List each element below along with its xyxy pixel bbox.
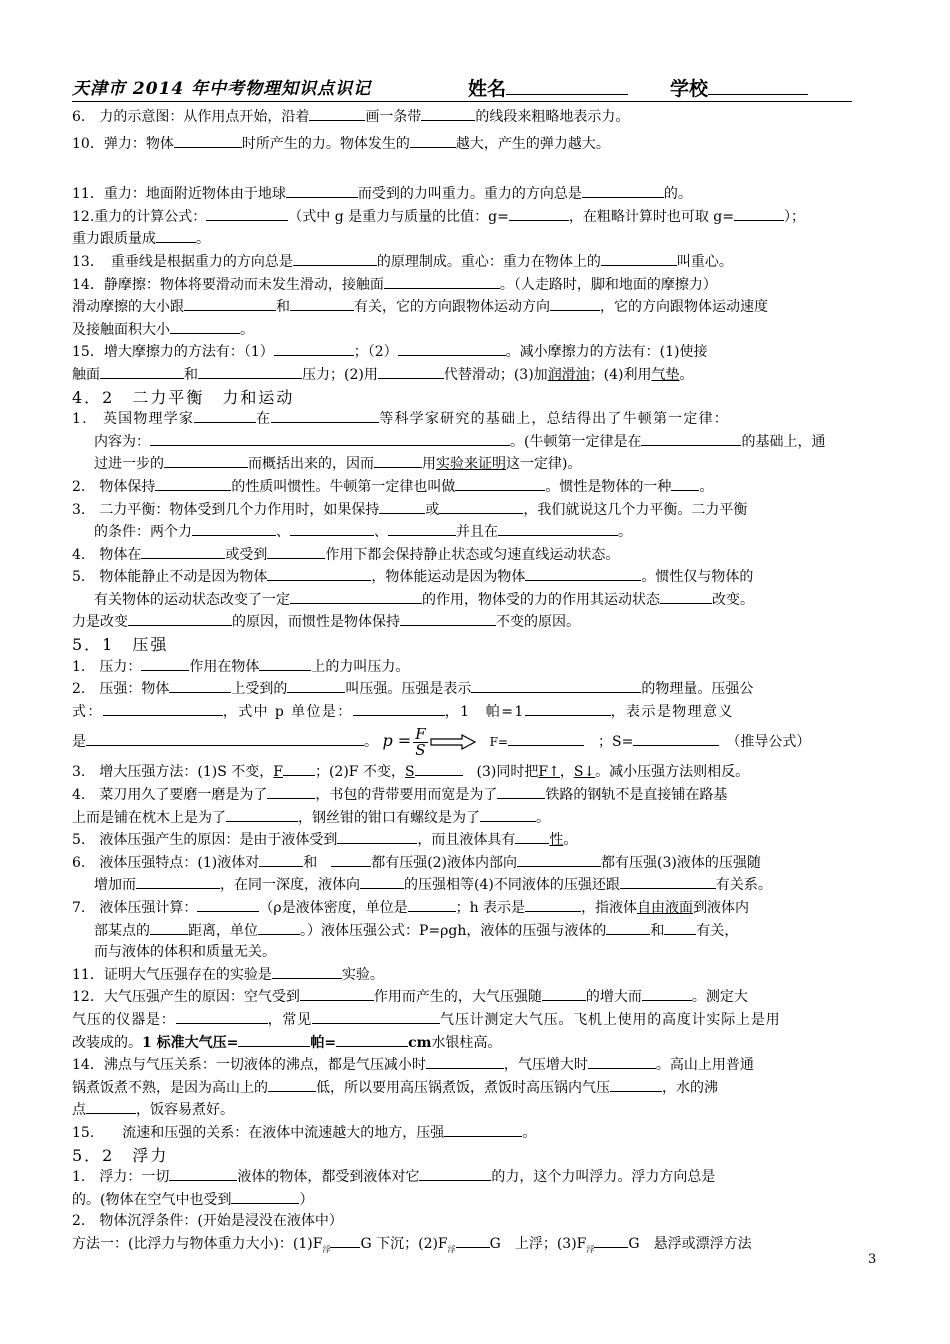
blank[interactable] <box>353 701 445 716</box>
line: 14．静摩擦：物体将要滑动而未发生滑动，接触面 。（人走路时，脚和地面的摩擦力） <box>72 274 880 297</box>
header-rule <box>72 101 852 102</box>
blank[interactable] <box>498 521 618 536</box>
school-label: 学校 <box>670 74 808 101</box>
blank[interactable] <box>509 206 569 221</box>
blank[interactable] <box>508 731 584 746</box>
blank[interactable] <box>400 611 496 626</box>
blank[interactable] <box>169 678 231 693</box>
blank[interactable] <box>103 701 223 716</box>
line: 1. 英国物理学家 在 等科学家研究的基础上，总结得出了牛顿第一定律： <box>72 408 880 431</box>
blank[interactable] <box>642 986 692 1001</box>
blank[interactable] <box>419 1166 491 1181</box>
blank[interactable] <box>258 920 300 935</box>
blank[interactable] <box>206 206 288 221</box>
line: 11．证明大气压强存在的实验是 实验。 <box>72 964 880 987</box>
blank[interactable] <box>150 431 510 446</box>
line: 增加而 ，在同一深度，液体向 的压强相等(4)不同液体的压强还跟 有关系。 <box>72 874 880 897</box>
school-blank[interactable] <box>708 80 808 95</box>
page-number: 3 <box>868 1252 877 1267</box>
blank[interactable] <box>198 364 302 379</box>
blank[interactable] <box>525 701 611 716</box>
blank[interactable] <box>517 852 601 867</box>
blank[interactable] <box>155 476 231 491</box>
blank[interactable] <box>156 228 196 243</box>
blank[interactable] <box>588 1054 656 1069</box>
line: 气压的仪器是： ，常见 气压计测定大气压。飞机上使用的高度计实际上是用 <box>72 1009 880 1032</box>
blank[interactable] <box>337 829 417 844</box>
line: 2. 物体保持 的性质叫惯性。牛顿第一定律也叫做 。惯性是物体的一种 。 <box>72 476 880 499</box>
blank[interactable] <box>231 1189 299 1204</box>
line: 点 ，饭容易煮好。 <box>72 1099 880 1122</box>
spacer <box>72 155 880 176</box>
blank[interactable] <box>384 274 500 289</box>
blank[interactable] <box>271 408 379 423</box>
blank[interactable] <box>515 829 549 844</box>
line: 10．弹力：物体 时所产生的力。物体发生的 越大，产生的弹力越大。 <box>72 133 880 156</box>
blank[interactable] <box>601 251 677 266</box>
blank[interactable] <box>86 1099 136 1114</box>
blank[interactable] <box>633 731 719 746</box>
blank[interactable] <box>290 589 422 604</box>
line: 2. 压强：物体 上受到的 叫压强。压强是表示 的物理量。压强公 <box>72 678 880 701</box>
blank[interactable] <box>620 874 716 889</box>
blank[interactable] <box>150 920 188 935</box>
line: 4. 物体在 或受到 作用下都会保持静止状态或匀速直线运动状态。 <box>72 544 880 567</box>
blank[interactable] <box>164 453 248 468</box>
blank[interactable] <box>128 611 232 626</box>
blank[interactable] <box>290 296 354 311</box>
blank[interactable] <box>426 1054 504 1069</box>
blank[interactable] <box>268 1077 316 1092</box>
blank[interactable] <box>283 761 315 776</box>
blank[interactable] <box>272 964 342 979</box>
name-blank[interactable] <box>506 80 628 95</box>
blank[interactable] <box>360 874 404 889</box>
derive-arrow-icon <box>430 734 476 750</box>
blank[interactable] <box>267 544 325 559</box>
line: 5. 物体能静止不动是因为物体 ，物体能运动是因为物体 。惯性仅与物体的 <box>72 566 880 589</box>
blank[interactable] <box>408 897 456 912</box>
blank[interactable] <box>293 251 377 266</box>
blank[interactable] <box>410 133 456 148</box>
line: 6. 液体压强特点：(1)液体对 和 都有压强(2)液体内部向 都有压强(3)液体的压强随 <box>72 852 880 875</box>
line: 12．大气压强产生的原因：空气受到 作用而产生的，大气压强随 的增大而 。测定大 <box>72 986 880 1009</box>
blank[interactable] <box>542 986 586 1001</box>
line: 上而是铺在枕木上是为了 ，钢丝钳的钳口有螺纹是为了 。 <box>72 807 880 830</box>
content <box>72 106 880 1260</box>
line: 是 。 p = $\frac{F}{S}$ F= ；S= （推导公式） <box>72 724 811 759</box>
doc-title: 天津市 2014 年中考物理知识点识记 <box>72 79 372 99</box>
line: 的条件：两个力 、 、 并且在 。 <box>72 521 880 544</box>
blank[interactable] <box>169 1166 237 1181</box>
blank[interactable] <box>471 678 641 693</box>
blank[interactable] <box>480 807 536 822</box>
blank[interactable] <box>86 731 364 746</box>
blank[interactable] <box>100 364 184 379</box>
blank[interactable] <box>439 499 523 514</box>
blank[interactable] <box>259 852 303 867</box>
blank[interactable] <box>582 183 664 198</box>
line: 及接触面积大小 。 <box>72 319 880 342</box>
blank[interactable] <box>141 544 225 559</box>
line: 1. 压力： 作用在物体 上的力叫压力。 <box>72 656 880 679</box>
blank[interactable] <box>312 1009 440 1024</box>
line: 触面 和 压力；(2)用 代替滑动；(3)加润滑油；(4)利用气垫。 <box>72 364 880 387</box>
line: 而与液体的体积和质量无关。 <box>94 944 276 961</box>
blank[interactable] <box>274 341 354 356</box>
line: 7. 液体压强计算： （ρ是液体密度，单位是 ；h 表示是 ，指液体自由液面到液体内 <box>72 897 880 920</box>
line: 改装成的。1 标准大气压= 帕= cm水银柱高。 <box>72 1032 880 1055</box>
line: 部某点的 距离，单位 。）液体压强公式：P=ρgh，液体的压强与液体的 和 有关， <box>72 920 880 943</box>
section-heading: 5．1 压强 <box>72 635 169 655</box>
blank[interactable] <box>286 183 358 198</box>
line: 11．重力：地面附近物体由于地球 而受到的力叫重力。重力的方向总是 的。 <box>72 183 880 206</box>
blank[interactable] <box>664 920 696 935</box>
blank[interactable] <box>226 807 298 822</box>
line: 滑动摩擦的大小跟 和 有关，它的方向跟物体运动方向 ，它的方向跟物体运动速度 <box>72 296 880 319</box>
blank[interactable] <box>300 986 374 1001</box>
blank[interactable] <box>378 364 444 379</box>
blank[interactable] <box>267 784 315 799</box>
line: 过进一步的 而概括出来的，因而 用实验来证明这一定律)。 <box>72 453 880 476</box>
blank[interactable] <box>525 566 641 581</box>
blank[interactable] <box>184 296 276 311</box>
blank[interactable] <box>374 453 422 468</box>
blank[interactable] <box>290 521 374 536</box>
blank[interactable] <box>287 678 345 693</box>
blank[interactable] <box>379 499 425 514</box>
line: 力是改变 的原因，而惯性是物体保持 不变的原因。 <box>72 611 880 634</box>
line: 内容为： 。(牛顿第一定律是在 的基础上，通 <box>72 431 880 454</box>
blank[interactable] <box>176 1009 268 1024</box>
line: 重力跟质量成 。 <box>72 228 880 251</box>
section-heading: 5．2 浮力 <box>72 1145 169 1165</box>
blank[interactable] <box>309 106 365 121</box>
line: 2. 物体沉浮条件：(开始是浸没在液体中） <box>72 1213 343 1230</box>
name-label: 姓名 <box>468 74 628 101</box>
line: 14．沸点与气压关系：一切液体的沸点，都是气压减小时 ，气压增大时 。高山上用普通 <box>72 1054 880 1077</box>
line: 有关物体的运动状态改变了一定 的作用，物体受的力的作用其运动状态 改变。 <box>72 589 880 612</box>
line: 方法一：(比浮力与物体重力大小)：$(1)F_浮$ G 下沉；$(2)F_浮$ G 上浮；$(3)F_浮$ G 悬浮或漂浮方法 <box>72 1233 880 1260</box>
blank[interactable] <box>192 521 276 536</box>
blank[interactable] <box>610 1077 662 1092</box>
blank[interactable] <box>415 761 463 776</box>
blank[interactable] <box>497 784 545 799</box>
blank[interactable] <box>444 1122 522 1137</box>
line: 锅煮饭煮不熟，是因为高山上的 低，所以要用高压锅煮饭，煮饭时高压锅内气压 ，水的沸 <box>72 1077 880 1100</box>
line: 的。(物体在空气中也受到 ） <box>72 1189 880 1212</box>
line: 式： ，式中 p 单位是： ，1 帕=1 ，表示是物理意义 <box>72 701 880 724</box>
blank[interactable] <box>734 206 784 221</box>
line: 6. 力的示意图：从作用点开始，沿着 画一条带 的线段来粗略地表示力。 <box>72 106 880 129</box>
blank[interactable] <box>267 566 371 581</box>
blank[interactable] <box>594 1233 628 1248</box>
blank[interactable] <box>136 874 220 889</box>
blank[interactable] <box>197 897 259 912</box>
blank[interactable] <box>170 319 240 334</box>
pressure-fraction: $\frac{F}{S}$ <box>415 724 426 759</box>
line: 5. 液体压强产生的原因：是由于液体受到 ，而且液体具有 性。 <box>72 829 880 852</box>
line: 15．增大摩擦力的方法有：（1） ；（2） 。减小摩擦力的方法有：(1)使接 <box>72 341 880 364</box>
line: 4. 菜刀用久了要磨一磨是为了 ，书包的背带要用而宽是为了 铁路的钢轨不是直接铺在路基 <box>72 784 880 807</box>
blank[interactable] <box>641 431 741 446</box>
blank[interactable] <box>259 656 311 671</box>
blank[interactable] <box>174 133 242 148</box>
page-header <box>72 72 852 102</box>
blank[interactable] <box>660 589 712 604</box>
blank[interactable] <box>421 106 475 121</box>
blank[interactable] <box>194 408 256 423</box>
blank[interactable] <box>606 920 650 935</box>
blank[interactable] <box>336 1032 408 1047</box>
line: 3. 二力平衡：物体受到几个力作用时，如果保持 或 ，我们就说这几个力平衡。二力平衡 <box>72 499 880 522</box>
blank[interactable] <box>671 476 699 491</box>
blank[interactable] <box>388 521 456 536</box>
blank[interactable] <box>525 897 581 912</box>
blank[interactable] <box>331 852 371 867</box>
line: 15. 流速和压强的关系：在液体中流速越大的地方，压强 。 <box>72 1122 880 1145</box>
line: 13． 重垂线是根据重力的方向总是 的原理制成。重心：重力在物体上的 叫重心。 <box>72 251 880 274</box>
blank[interactable] <box>456 1233 490 1248</box>
blank[interactable] <box>455 476 545 491</box>
blank[interactable] <box>550 296 600 311</box>
line: 1. 浮力：一切 液体的物体，都受到液体对它 的力，这个力叫浮力。浮力方向总是 <box>72 1166 880 1189</box>
line: 12.重力的计算公式： （式中 g 是重力与质量的比值：g= ，在粗略计算时也可取 g= ）； <box>72 206 880 229</box>
blank[interactable] <box>141 656 189 671</box>
line: 3. 增大压强方法：(1)S 不变，F ；(2)F 不变，S (3)同时把F↑，S↓。减小压强方法则相反。 <box>72 761 880 784</box>
blank[interactable] <box>238 1032 310 1047</box>
blank[interactable] <box>330 1233 360 1248</box>
blank[interactable] <box>398 341 506 356</box>
section-heading: 4．2 二力平衡 力和运动 <box>72 387 295 407</box>
